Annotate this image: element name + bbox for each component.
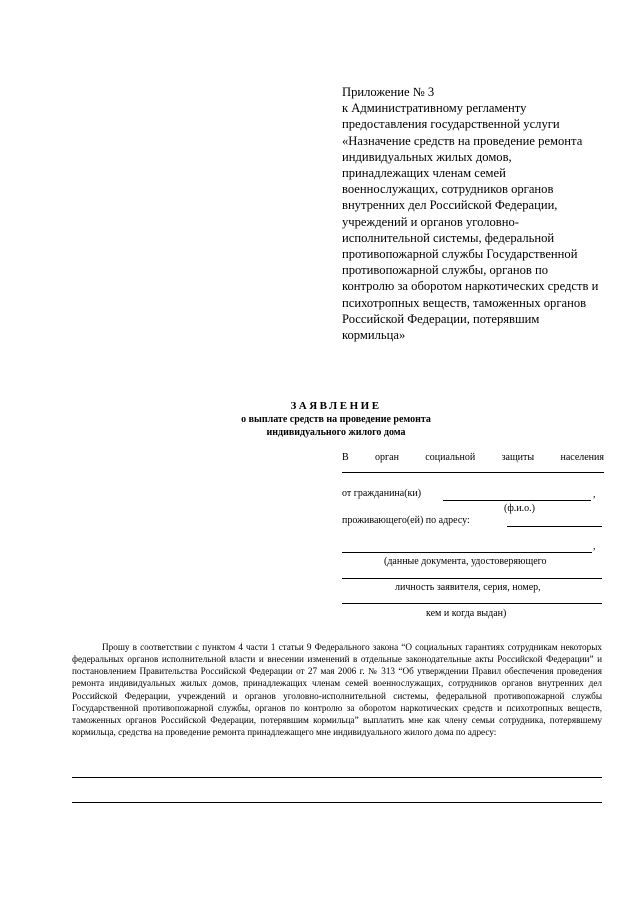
addressee-line[interactable] xyxy=(342,472,604,473)
request-paragraph: Прошу в соответствии с пунктом 4 части 1 статьи 9 Федерального закона “О социальных гарантиях сотрудникам некоторых федеральных органов исполнительной власти и внесении изменений в отдельные законодательные акты Российской Федерации” и постановлением Правительства Российской Федерации от 27 мая 2006 г. № 313 “Об утверждении Правил обеспечения проведения ремонта индивидуальных жилых домов, принадлежащих членам семей военнослужащих, сотрудников органов внутренних дел Российской Федерации, учреждений и органов уголовно-исполнительной системы, федеральной противопожарной службы Государственной противопожарной службы, органов по контролю за оборотом наркотических средств и психотропных веществ, таможенных органов Российской Федерации, потерявшим кормильца” выплатить мне как члену семьи сотрудника, потерявшему кормильца, средства на проведение ремонта принадлежащего мне индивидуального жилого дома по адресу: xyxy=(72,642,602,738)
addressee-row xyxy=(342,452,604,463)
address-label: проживающего(ей) по адресу: xyxy=(342,515,470,526)
from-label: от гражданина(ки) xyxy=(342,488,422,499)
document-hint: (данные документа, удостоверяющего xyxy=(384,556,547,567)
appendix-line: к Административному регламенту xyxy=(342,101,527,116)
comma-mark: , xyxy=(593,541,596,552)
addressee-word: социальной xyxy=(425,452,476,463)
appendix-line: индивидуальных жилых домов, xyxy=(342,149,512,164)
appendix-line: внутренних дел Российской Федерации, xyxy=(342,198,558,213)
document-subtitle-line: о выплате средств на проведение ремонта xyxy=(241,414,431,425)
document-hint: кем и когда выдан) xyxy=(426,608,507,619)
appendix-line: учреждений и органов уголовно- xyxy=(342,214,519,229)
appendix-line: контролю за оборотом наркотических средств и xyxy=(342,279,599,294)
fio-field-line[interactable] xyxy=(443,500,591,501)
appendix-line: предоставления государственной услуги xyxy=(342,117,560,132)
appendix-line: исполнительной системы, федеральной xyxy=(342,230,555,245)
document-title: ЗАЯВЛЕНИЕ xyxy=(290,400,382,412)
document-hint: личность заявителя, серия, номер, xyxy=(395,582,541,593)
addressee-word: орган xyxy=(375,452,399,463)
document-field-line[interactable] xyxy=(342,603,602,604)
appendix-line: противопожарной службы, органов по xyxy=(342,263,549,278)
appendix-line: военнослужащих, сотрудников органов xyxy=(342,182,554,197)
appendix-line: Приложение № 3 xyxy=(342,85,435,99)
address-field-line[interactable] xyxy=(507,526,602,527)
addressee-word: населения xyxy=(560,452,604,463)
appendix-line: «Назначение средств на проведение ремонта xyxy=(342,133,583,148)
comma-mark: , xyxy=(593,489,596,500)
addressee-word: защиты xyxy=(501,452,535,463)
request-paragraph-block xyxy=(72,641,602,738)
appendix-line: психотропных веществ, таможенных органов xyxy=(342,295,587,310)
appendix-line: кормильца» xyxy=(342,328,406,343)
document-subtitle-line: индивидуального жилого дома xyxy=(266,427,406,438)
document-field-line[interactable] xyxy=(342,578,602,579)
appendix-line: противопожарной службы Государственной xyxy=(342,247,578,262)
address-fill-line[interactable] xyxy=(72,802,602,803)
address-fill-line[interactable] xyxy=(72,777,602,778)
fio-hint: (ф.и.о.) xyxy=(504,503,535,514)
address-field-line-2[interactable] xyxy=(342,552,592,553)
appendix-block xyxy=(342,84,612,343)
appendix-line: принадлежащих членам семей xyxy=(342,166,506,181)
appendix-line: Российской Федерации, потерявшим xyxy=(342,311,540,326)
addressee-word: В xyxy=(342,452,349,463)
